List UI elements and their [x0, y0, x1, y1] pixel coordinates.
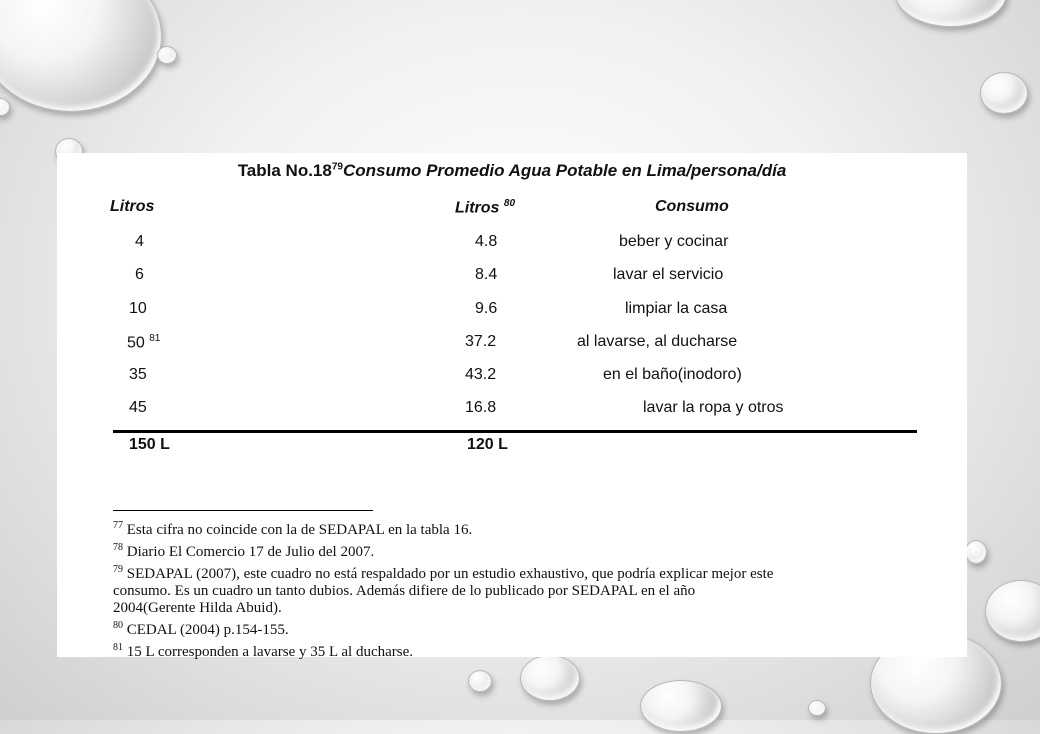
row-5-litros: 35 — [129, 366, 147, 383]
header-litros-2 — [455, 198, 515, 217]
footnote-79-line2 — [113, 583, 933, 600]
row-1-litros: 4 — [135, 233, 144, 250]
row-5-consumo: en el baño(inodoro) — [603, 366, 742, 383]
table-title — [57, 161, 967, 181]
total-litros2: 120 L — [467, 436, 508, 453]
row-5-litros2: 43.2 — [465, 366, 497, 383]
water-drop-decoration — [157, 46, 177, 64]
footnote-79-line3 — [113, 600, 933, 617]
row-3-consumo: limpiar la casa — [625, 300, 728, 317]
row-1-litros2: 4.8 — [475, 233, 498, 250]
footnote-number: 77 — [113, 520, 123, 531]
footnote-80 — [113, 617, 933, 639]
row-3-litros2: 9.6 — [475, 300, 498, 317]
water-drop-decoration — [0, 98, 10, 116]
row-2-litros2: 8.4 — [475, 266, 498, 283]
table-title-prefix: Tabla No.18 — [237, 161, 332, 180]
table-total-rule — [113, 430, 917, 433]
table-title-footnote-ref: 79 — [331, 161, 343, 173]
footnote-text: 2004(Gerente Hilda Abuid). — [113, 600, 282, 616]
water-drop-decoration — [965, 540, 987, 564]
row-4-litros — [127, 333, 160, 352]
footnote-separator — [113, 510, 373, 511]
water-drop-decoration — [985, 580, 1040, 642]
footnote-text: CEDAL (2004) p.154-155. — [126, 622, 289, 638]
footnote-79 — [113, 561, 933, 583]
footnote-text: SEDAPAL (2007), este cuadro no está respaldado por un estudio exhaustivo, que podría explicar mejor este — [126, 566, 774, 582]
water-drop-decoration — [640, 680, 722, 732]
footnote-77 — [113, 517, 933, 539]
row-4-footnote-ref: 81 — [149, 333, 161, 344]
row-4-consumo: al lavarse, al ducharse — [577, 333, 738, 350]
footnote-78 — [113, 539, 933, 561]
header-consumo: Consumo — [655, 198, 729, 215]
water-drop-decoration — [808, 700, 826, 716]
water-drop-decoration — [520, 655, 580, 701]
header-footnote-ref: 80 — [503, 198, 516, 209]
footnote-number: 80 — [113, 620, 123, 631]
row-6-litros: 45 — [129, 399, 147, 416]
row-2-litros: 6 — [135, 266, 144, 283]
water-drop-decoration — [895, 0, 1007, 27]
table-title-text: Consumo Promedio Agua Potable en Lima/persona/día — [342, 161, 787, 180]
footnote-text: Diario El Comercio 17 de Julio del 2007. — [126, 544, 375, 560]
water-drop-decoration — [468, 670, 492, 692]
footnote-text: consumo. Es un cuadro un tanto dubios. Además difiere de lo publicado por SEDAPAL en el año — [113, 583, 696, 599]
total-litros: 150 L — [129, 436, 170, 453]
row-3-litros: 10 — [129, 300, 147, 317]
row-4-litros2: 37.2 — [465, 333, 497, 350]
row-6-consumo: lavar la ropa y otros — [643, 399, 784, 416]
footnotes — [113, 517, 933, 661]
footnote-text: Esta cifra no coincide con la de SEDAPAL en la tabla 16. — [126, 522, 473, 538]
water-drop-decoration — [980, 72, 1028, 114]
water-drop-decoration — [0, 0, 162, 112]
footnote-number: 81 — [113, 642, 123, 653]
header-litros: Litros — [110, 198, 155, 215]
footnote-number: 78 — [113, 542, 123, 553]
footnote-81 — [113, 639, 933, 661]
row-6-litros2: 16.8 — [465, 399, 497, 416]
header-litros-2-label: Litros — [455, 199, 500, 217]
row-2-consumo: lavar el servicio — [613, 266, 724, 283]
row-1-consumo: beber y cocinar — [619, 233, 729, 250]
footnote-number: 79 — [113, 564, 123, 575]
footnote-text: 15 L corresponden a lavarse y 35 L al ducharse. — [126, 644, 414, 660]
document-page — [57, 153, 967, 660]
row-4-litros-value: 50 — [127, 334, 145, 352]
